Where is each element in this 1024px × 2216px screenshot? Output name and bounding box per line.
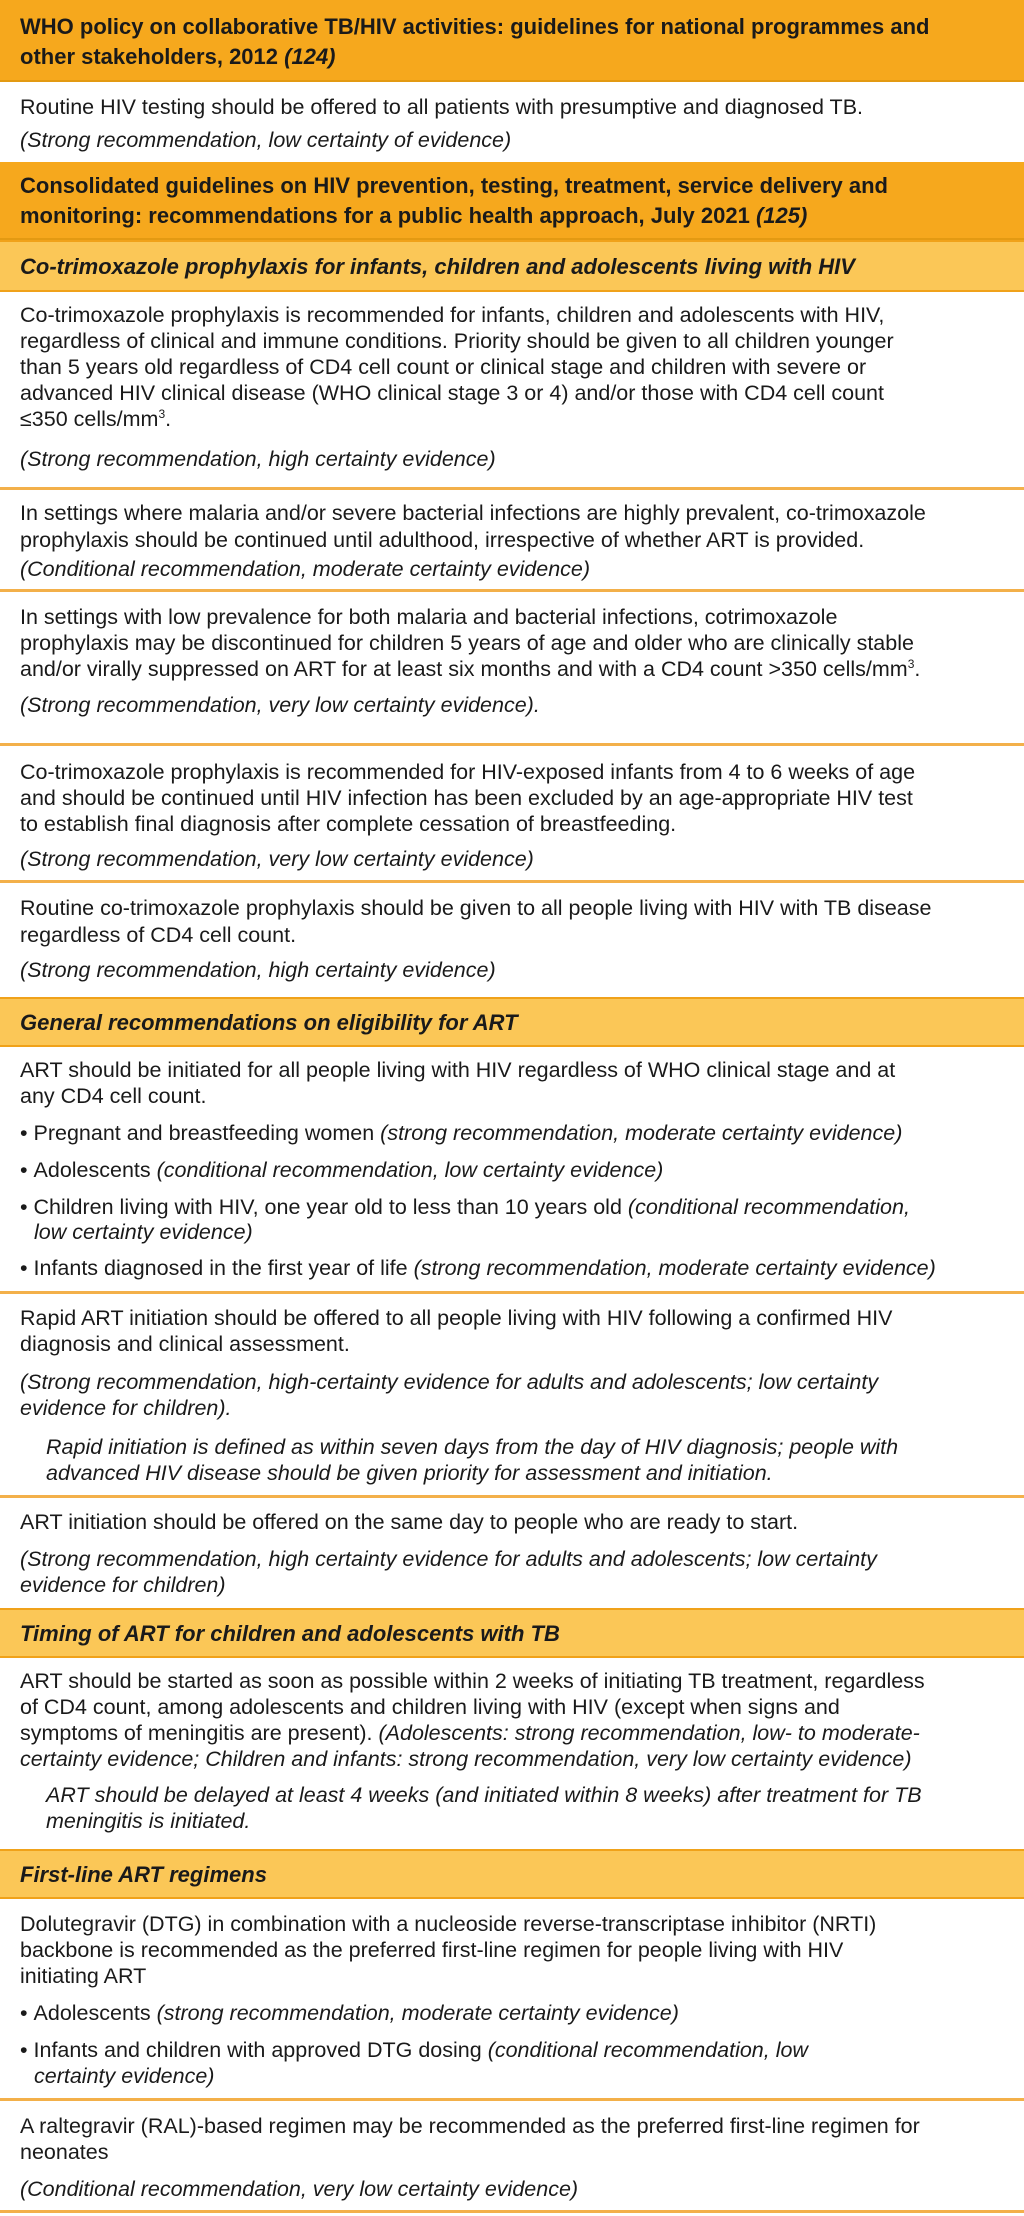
recommendation-strength: (Strong recommendation, high certainty evidence) xyxy=(20,958,496,982)
recommendation-strength: (Conditional recommendation, moderate certainty evidence) xyxy=(20,557,591,581)
bullet-item: • Pregnant and breastfeeding women (strong recommendation, moderate certainty evidence) xyxy=(20,1121,903,1145)
recommendation-text: to establish final diagnosis after complete cessation of breastfeeding. xyxy=(20,812,677,836)
recommendation-text: Co-trimoxazole prophylaxis is recommended for infants, children and adolescents with HIV, xyxy=(20,303,885,327)
section-header-hiv-2021 xyxy=(0,162,1024,240)
recommendation-strength: (Strong recommendation, low certainty of evidence) xyxy=(20,128,512,152)
subsection-header-art-eligibility xyxy=(0,997,1024,1047)
row-divider xyxy=(0,2098,1024,2101)
row-divider xyxy=(0,2210,1024,2213)
recommendation-note: ART should be delayed at least 4 weeks (and initiated within 8 weeks) after treatment for TB xyxy=(46,1783,922,1807)
recommendation-text: regardless of clinical and immune conditions. Priority should be given to all children younger xyxy=(20,329,894,353)
recommendation-text: Dolutegravir (DTG) in combination with a nucleoside reverse-transcriptase inhibitor (NRTI) xyxy=(20,1912,877,1936)
row-divider xyxy=(0,1291,1024,1294)
recommendation-text: than 5 years old regardless of CD4 cell count or clinical stage and children with severe or xyxy=(20,355,867,379)
recommendation-note: advanced HIV disease should be given priority for assessment and initiation. xyxy=(46,1461,773,1485)
recommendation-text: initiating ART xyxy=(20,1964,147,1988)
recommendation xyxy=(0,292,1024,450)
recommendation-strength: (Strong recommendation, high certainty evidence for adults and adolescents; low certainty xyxy=(20,1547,877,1571)
bullet-item: • Infants and children with approved DTG dosing (conditional recommendation, low xyxy=(20,2038,808,2062)
row-divider xyxy=(0,1495,1024,1498)
subsection-title: Co-trimoxazole prophylaxis for infants, children and adolescents living with HIV xyxy=(20,254,855,279)
section-title-line: Consolidated guidelines on HIV prevention, testing, treatment, service delivery and xyxy=(20,173,888,198)
bullet-item: • Adolescents (conditional recommendation, low certainty evidence) xyxy=(20,1158,664,1182)
recommendation-strength: (Conditional recommendation, very low certainty evidence) xyxy=(20,2177,579,2201)
recommendation-text: In settings where malaria and/or severe bacterial infections are highly prevalent, co-trimoxazole xyxy=(20,501,926,525)
section-title-line: WHO policy on collaborative TB/HIV activities: guidelines for national programmes and xyxy=(20,14,930,39)
recommendation-text: ART initiation should be offered on the same day to people who are ready to start. xyxy=(20,1510,799,1534)
recommendation-text: prophylaxis should be continued until adulthood, irrespective of whether ART is provided. xyxy=(20,528,865,552)
recommendation-text: regardless of CD4 cell count. xyxy=(20,923,297,947)
subsection-title: First-line ART regimens xyxy=(20,1862,267,1887)
bullet-item: • Adolescents (strong recommendation, moderate certainty evidence) xyxy=(20,2001,679,2025)
recommendation-text: Routine HIV testing should be offered to all patients with presumptive and diagnosed TB. xyxy=(20,95,864,119)
section-header-who-2012 xyxy=(0,0,1024,82)
subsection-header-first-line xyxy=(0,1849,1024,1899)
recommendation-text: and/or virally suppressed on ART for at least six months and with a CD4 count >350 cells/$mm^3$. xyxy=(20,656,921,681)
recommendation-text: Co-trimoxazole prophylaxis is recommended for HIV-exposed infants from 4 to 6 weeks of age xyxy=(20,760,916,784)
recommendation-text: any CD4 cell count. xyxy=(20,1084,207,1108)
row-divider xyxy=(0,880,1024,883)
bullet-icon: • xyxy=(20,1158,28,1182)
recommendation-strength: certainty evidence; Children and infants: strong recommendation, very low certainty evidence) xyxy=(20,1747,912,1771)
recommendation-strength: (Strong recommendation, high certainty evidence) xyxy=(20,447,496,471)
subsection-header-art-timing xyxy=(0,1608,1024,1658)
recommendation-text: ART should be started as soon as possible within 2 weeks of initiating TB treatment, regardless xyxy=(20,1669,925,1693)
bullet-item: • Children living with HIV, one year old to less than 10 years old (conditional recommendation, xyxy=(20,1195,910,1219)
recommendation-strength: (Strong recommendation, high-certainty evidence for adults and adolescents; low certainty xyxy=(20,1370,879,1394)
recommendation-text: Routine co-trimoxazole prophylaxis should be given to all people living with HIV with TB disease xyxy=(20,896,932,920)
subsection-header-cotrimoxazole xyxy=(0,240,1024,292)
recommendation-text: In settings with low prevalence for both malaria and bacterial infections, cotrimoxazole xyxy=(20,605,838,629)
reference-number: (124) xyxy=(284,44,336,69)
row-divider xyxy=(0,487,1024,490)
bullet-item-continuation: low certainty evidence) xyxy=(34,1220,253,1244)
recommendation-text: backbone is recommended as the preferred first-line regimen for people living with HIV xyxy=(20,1938,844,1962)
recommendation-text: advanced HIV clinical disease (WHO clinical stage 3 or 4) and/or those with CD4 cell count xyxy=(20,381,884,405)
recommendation-strength: (Strong recommendation, very low certainty evidence). xyxy=(20,693,540,717)
row-divider xyxy=(0,743,1024,746)
subsection-title: Timing of ART for children and adolescents with TB xyxy=(20,1621,560,1646)
bullet-icon: • xyxy=(20,2038,28,2062)
recommendation-text: ≤350 cells/$mm^3$. xyxy=(20,406,172,431)
recommendation-strength: (Strong recommendation, very low certainty evidence) xyxy=(20,847,534,871)
row-divider xyxy=(0,589,1024,592)
recommendation-strength: evidence for children). xyxy=(20,1396,232,1420)
recommendation-strength: evidence for children) xyxy=(20,1573,226,1597)
bullet-icon: • xyxy=(20,2001,28,2025)
section-title-line: other stakeholders, 2012 (124) xyxy=(20,44,336,69)
recommendation-text: A raltegravir (RAL)-based regimen may be recommended as the preferred first-line regimen for xyxy=(20,2114,920,2138)
subsection-title: General recommendations on eligibility for ART xyxy=(20,1010,518,1035)
recommendation-text: and should be continued until HIV infection has been excluded by an age-appropriate HIV test xyxy=(20,786,913,810)
bullet-item-continuation: certainty evidence) xyxy=(34,2064,215,2088)
bullet-icon: • xyxy=(20,1256,28,1280)
recommendation-strength: (Adolescents: strong recommendation, low- to moderate- xyxy=(378,1721,920,1745)
bullet-icon: • xyxy=(20,1121,28,1145)
recommendation-note: meningitis is initiated. xyxy=(46,1809,251,1833)
recommendation-text: ART should be initiated for all people living with HIV regardless of WHO clinical stage and at xyxy=(20,1058,896,1082)
bullet-icon: • xyxy=(20,1195,28,1219)
recommendation-text: prophylaxis may be discontinued for children 5 years of age and older who are clinically stable xyxy=(20,631,914,655)
superscript: 3 xyxy=(907,656,915,671)
recommendation-text: diagnosis and clinical assessment. xyxy=(20,1332,350,1356)
recommendation-text: symptoms of meningitis are present). (Adolescents: strong recommendation, low- to moderate- xyxy=(20,1721,920,1745)
recommendation-note: Rapid initiation is defined as within seven days from the day of HIV diagnosis; people with xyxy=(46,1435,899,1459)
recommendation-text: neonates xyxy=(20,2140,109,2164)
bullet-item: • Infants diagnosed in the first year of life (strong recommendation, moderate certainty evidence) xyxy=(20,1256,936,1280)
section-title-line: monitoring: recommendations for a public health approach, July 2021 (125) xyxy=(20,203,808,228)
recommendation-text: of CD4 count, among adolescents and children living with HIV (except when signs and xyxy=(20,1695,840,1719)
reference-number: (125) xyxy=(755,203,808,228)
recommendation xyxy=(0,82,1024,162)
superscript: 3 xyxy=(158,406,166,421)
recommendation-text: Rapid ART initiation should be offered to all people living with HIV following a confirmed HIV xyxy=(20,1306,893,1330)
